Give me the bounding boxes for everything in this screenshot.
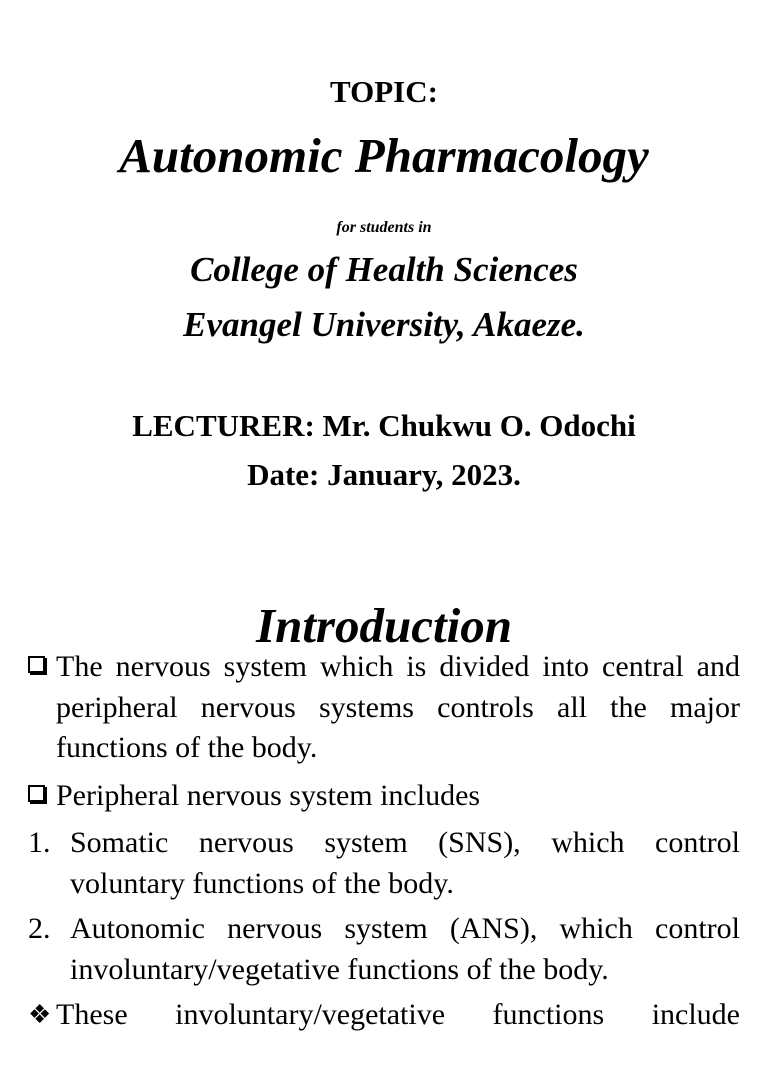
bullet-text: Peripheral nervous system includes xyxy=(56,778,481,812)
bullet-item xyxy=(28,995,740,1076)
topic-label: TOPIC: xyxy=(330,74,438,109)
bullet-text: These involuntary/vegetative functions include xyxy=(56,998,740,1031)
audience-line: for students in xyxy=(336,219,432,236)
square-bullet-icon xyxy=(28,785,45,802)
bullet-text: The nervous system which is divided into central and peripheral nervous systems controls all the major functions of the body. xyxy=(56,650,740,764)
section-heading-introduction: Introduction xyxy=(256,598,512,653)
institution-university: Evangel University, Akaeze. xyxy=(183,305,585,344)
date-line: Date: January, 2023. xyxy=(247,457,521,492)
list-text: Autonomic nervous system (ANS), which control involuntary/vegetative functions of the body. xyxy=(70,912,740,986)
numbered-item xyxy=(28,909,740,990)
square-bullet-icon xyxy=(28,656,45,673)
document-title: Autonomic Pharmacology xyxy=(119,128,649,183)
diamond-bullet-icon: ❖ xyxy=(28,1000,52,1029)
numbered-item xyxy=(28,823,740,904)
introduction-body xyxy=(28,647,740,1083)
list-number: 1. xyxy=(28,826,51,859)
list-text: Somatic nervous system (SNS), which control voluntary functions of the body. xyxy=(70,826,740,900)
bullet-item xyxy=(28,776,740,817)
institution-college: College of Health Sciences xyxy=(190,250,578,289)
lecturer-line: LECTURER: Mr. Chukwu O. Odochi xyxy=(132,408,636,443)
bullet-item xyxy=(28,647,740,769)
list-number: 2. xyxy=(28,912,51,945)
